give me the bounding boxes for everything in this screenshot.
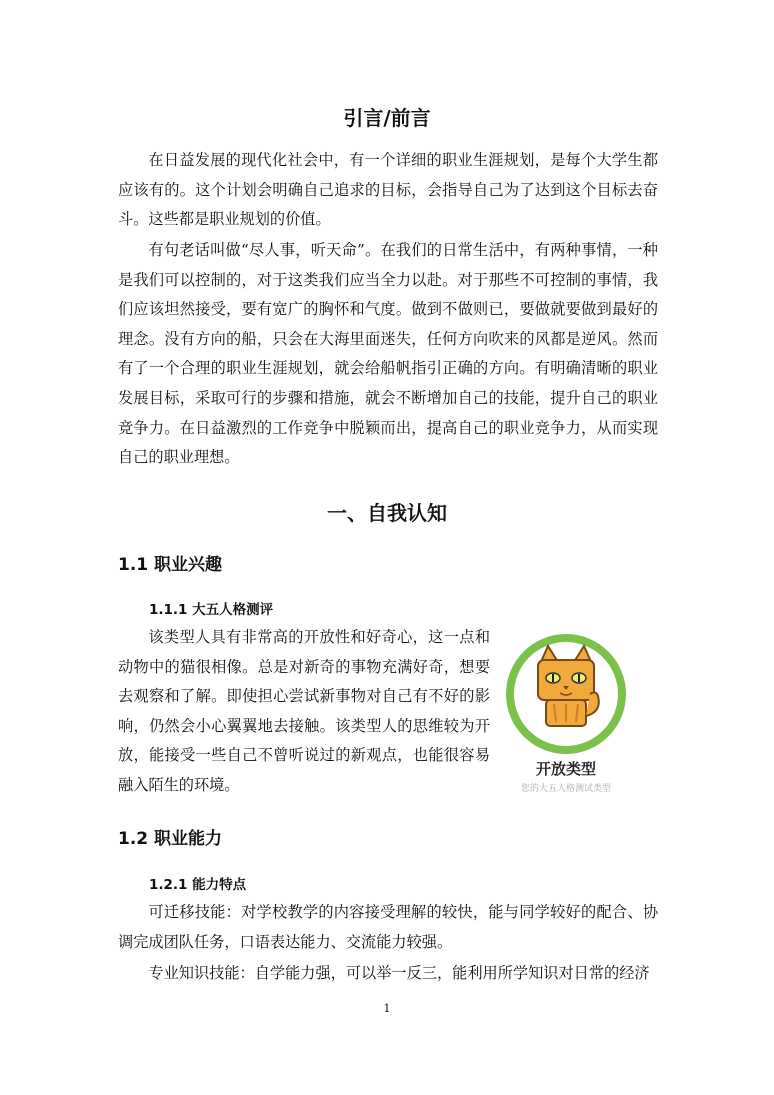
personality-badge [504, 632, 628, 802]
intro-title: 引言/前言 [343, 106, 431, 130]
heading-career-interest: 1.1 职业兴趣 [118, 555, 223, 575]
cat-badge-icon [504, 632, 628, 756]
badge-subtitle: 您的大五人格测试类型 [520, 784, 611, 794]
intro-paragraph-1: 在日益发展的现代化社会中，有一个详细的职业生涯规划，是每个大学生都应该有的。这个计划会明确自己追求的目标，会指导自己为了达到这个目标去奋斗。这些都是职业规划的价值。 [118, 151, 658, 229]
ability-paragraph-2: 专业知识技能：自学能力强，可以举一反三，能利用所学知识对日常的经济 [148, 964, 650, 982]
heading-big-five-test: 1.1.1 大五人格测评 [149, 602, 274, 618]
heading-career-ability: 1.2 职业能力 [118, 829, 223, 849]
section-title-self-awareness: 一、自我认知 [327, 501, 447, 525]
intro-paragraph-2: 有句老话叫做“尽人事，听天命”。在我们的日常生活中，有两种事情，一种是我们可以控制的，对于这类我们应当全力以赴。对于那些不可控制的事情，我们应该坦然接受，要有宽广的胸怀和气度。做到不做则已，要做就要做到最好的理念。没有方向的船，只会在大海里面迷失，任何方向吹来的风都是逆风。然而有了一个合理的职业生涯规划，就会给船帆指引正确的方向。有明确清晰的职业发展目标，采取可行的步骤和措施，就会不断增加自己的技能，提升自己的职业竞争力。在日益激烈的工作竞争中脱颖而出，提高自己的职业竞争力，从而实现自己的职业理想。 [118, 241, 658, 467]
page-number: 1 [383, 1002, 391, 1015]
ability-paragraph-1: 可迁移技能：对学校教学的内容接受理解的较快，能与同学较好的配合、协调完成团队任务，口语表达能力、交流能力较强。 [118, 903, 658, 951]
big-five-paragraph: 该类型人具有非常高的开放性和好奇心，这一点和动物中的猫很相像。总是对新奇的事物充满好奇，想要去观察和了解。即使担心尝试新事物对自己有不好的影响，仍然会小心翼翼地去接触。该类型人的思维较为开放，能接受一些自己不曾听说过的新观点，也能很容易融入陌生的环境。 [118, 628, 490, 794]
heading-ability-traits: 1.2.1 能力特点 [149, 877, 247, 893]
badge-title: 开放类型 [535, 760, 596, 778]
